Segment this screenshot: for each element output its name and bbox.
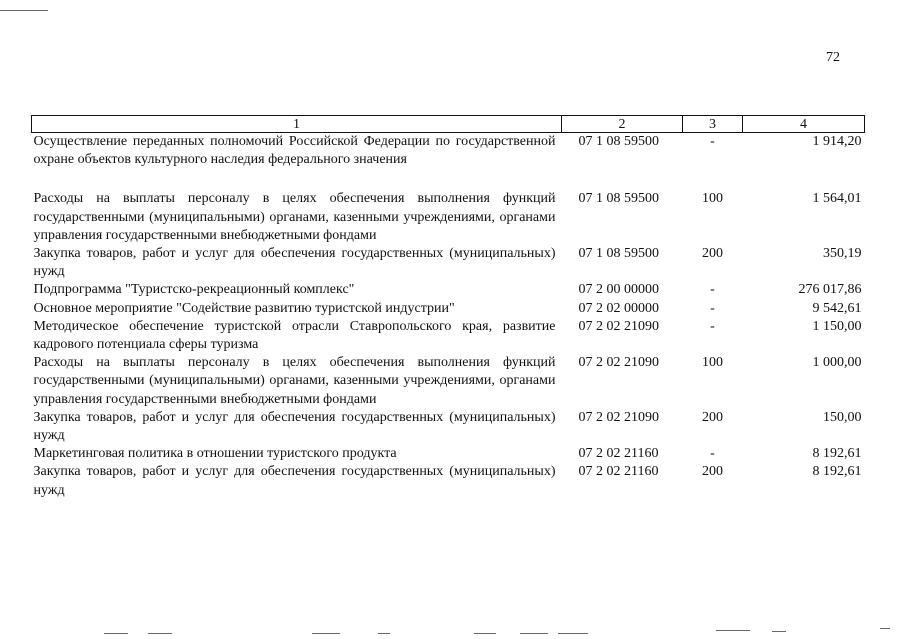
expense-amount: 1 914,20 — [812, 134, 862, 149]
table-row — [32, 133, 865, 191]
budget-table — [31, 115, 865, 500]
expense-code: 07 2 02 21160 — [578, 464, 659, 480]
expense-type: 200 — [702, 464, 723, 480]
expense-code: 07 1 08 59500 — [578, 191, 659, 207]
table-row — [32, 318, 865, 354]
column-header: 1 — [32, 116, 562, 133]
column-header: 3 — [683, 116, 743, 133]
column-header: 2 — [562, 116, 683, 133]
table-row — [32, 190, 865, 245]
column-header: 4 — [743, 116, 865, 133]
expense-type: 200 — [702, 409, 723, 425]
scan-mark — [520, 633, 548, 634]
expense-name: Расходы на выплаты персоналу в целях обеспечения выполнения функций государственными (муниципальными) органами, казенными учреждениями, органами управления государственными внебюджетными фондами — [33, 191, 556, 243]
expense-name: Осуществление переданных полномочий Российской Федерации по государственной охране объектов культурного наследия федерального значения — [33, 134, 556, 168]
expense-amount: 350,19 — [823, 246, 862, 262]
scan-mark — [148, 633, 172, 634]
expense-code: 07 1 08 59500 — [578, 246, 659, 262]
expense-amount: 276 017,86 — [798, 282, 862, 298]
expense-code: 07 2 00 00000 — [578, 282, 659, 298]
expense-name: Подпрограмма "Туристско-рекреационный комплекс" — [33, 282, 355, 298]
table-row — [32, 409, 865, 445]
table-row — [32, 445, 865, 463]
expense-amount: 150,00 — [823, 409, 862, 425]
expense-amount: 1 564,01 — [812, 191, 862, 207]
expense-amount: 1 150,00 — [812, 318, 862, 334]
page-number: 72 — [826, 50, 840, 65]
expense-name: Методическое обеспечение туристской отрасли Ставропольского края, развитие кадрового потенциала сферы туризма — [33, 318, 556, 353]
expense-type: - — [710, 318, 715, 334]
table-row — [32, 300, 865, 318]
table-row — [32, 245, 865, 281]
scan-mark — [0, 10, 48, 11]
expense-amount: 1 000,00 — [812, 355, 862, 371]
expense-code: 07 1 08 59500 — [578, 134, 659, 149]
expense-code: 07 2 02 21090 — [578, 355, 659, 371]
expense-name: Закупка товаров, работ и услуг для обеспечения государственных (муниципальных) нужд — [33, 464, 556, 498]
scan-mark — [474, 633, 496, 634]
expense-type: 100 — [702, 355, 723, 371]
table-row — [32, 354, 865, 409]
scan-mark — [716, 630, 750, 631]
expense-name: Основное мероприятие "Содействие развитию туристской индустрии" — [33, 300, 455, 316]
expense-type: - — [710, 300, 715, 316]
expense-code: 07 2 02 00000 — [578, 300, 659, 316]
scan-mark — [312, 633, 340, 634]
expense-type: 100 — [702, 191, 723, 207]
scan-mark — [772, 631, 786, 632]
scan-mark — [378, 633, 390, 634]
expense-name: Закупка товаров, работ и услуг для обеспечения государственных (муниципальных) нужд — [33, 246, 556, 280]
expense-type: - — [710, 134, 715, 149]
table-row — [32, 281, 865, 299]
expense-code: 07 2 02 21160 — [578, 446, 659, 462]
expense-type: 200 — [702, 246, 723, 262]
scan-mark — [880, 628, 890, 629]
table-row — [32, 463, 865, 499]
expense-type: - — [710, 446, 715, 462]
scan-mark — [104, 633, 128, 634]
header-row — [32, 116, 865, 133]
scan-mark — [558, 633, 588, 634]
expense-name: Маркетинговая политика в отношении туристского продукта — [33, 446, 397, 462]
expense-type: - — [710, 282, 715, 298]
expense-amount: 8 192,61 — [812, 446, 862, 462]
expense-amount: 8 192,61 — [812, 464, 862, 480]
expense-name: Закупка товаров, работ и услуг для обеспечения государственных (муниципальных) нужд — [33, 409, 556, 444]
expense-code: 07 2 02 21090 — [578, 318, 659, 334]
expense-code: 07 2 02 21090 — [578, 409, 659, 425]
expense-amount: 9 542,61 — [812, 300, 862, 316]
expense-name: Расходы на выплаты персоналу в целях обеспечения выполнения функций государственными (муниципальными) органами, казенными учреждениями, органами управления государственными внебюджетными фондами — [33, 355, 556, 407]
